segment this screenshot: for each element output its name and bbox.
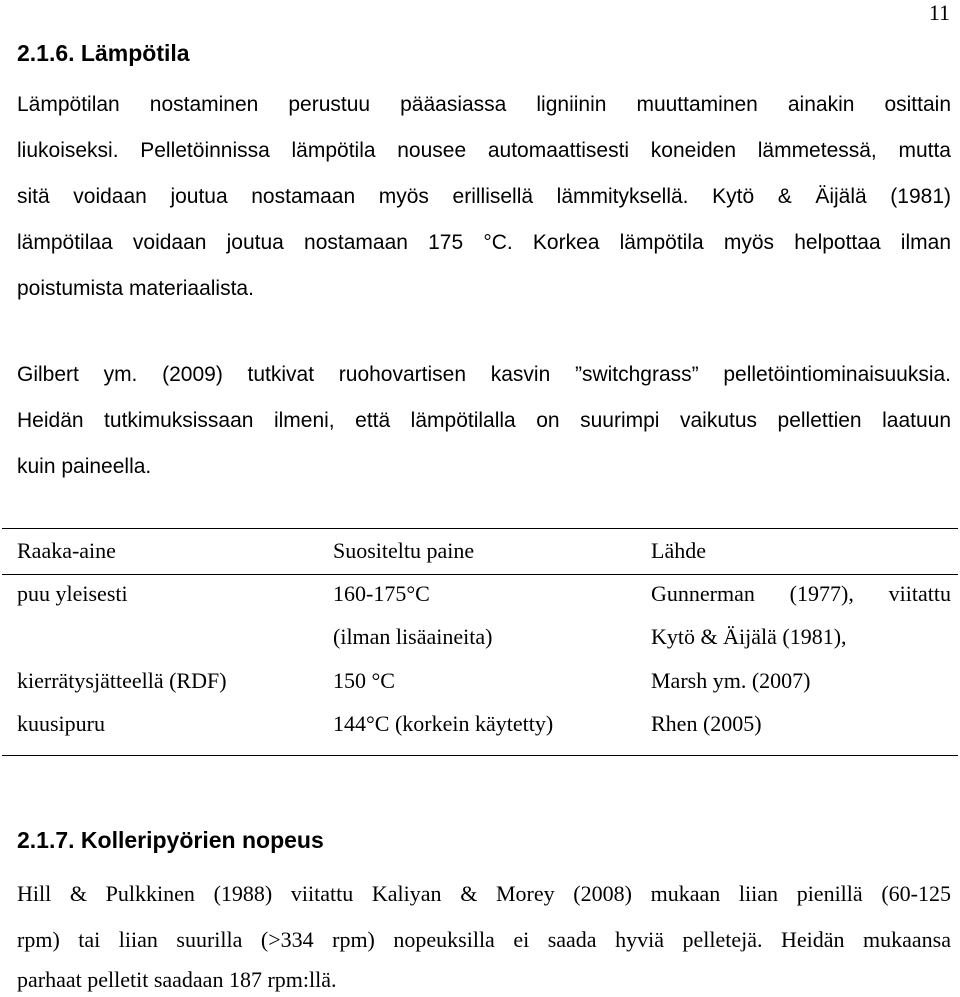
paragraph-line: lämpötilaa voidaan joutua nostamaan 175 °C. Korkea lämpötila myös helpottaa ilman [17,231,951,254]
paragraph-line: Hill & Pulkkinen (1988) viitattu Kaliyan & Morey (2008) mukaan liian pienillä (60-125 [17,881,951,906]
table-cell-pressure: (ilman lisäaineita) [333,624,493,649]
table-cell-source: Kytö & Äijälä (1981), [651,624,847,649]
table-cell-pressure: 160-175°C [333,581,430,606]
table-header-material: Raaka-aine [17,538,116,563]
paragraph-line: Gilbert ym. (2009) tutkivat ruohovartisen kasvin ”switchgrass” pelletöintiominaisuuksia. [17,363,951,386]
table-header-pressure: Suositeltu paine [333,538,475,563]
paragraph-line: Heidän tutkimuksissaan ilmeni, että lämpötilalla on suurimpi vaikutus pellettien laatuun [17,409,951,432]
paragraph-line: kuin paineella. [17,455,152,478]
table-header-rule [2,574,958,575]
table-bottom-rule [2,755,958,756]
paragraph-line: rpm) tai liian suurilla (>334 rpm) nopeuksilla ei saada hyviä pelletejä. Heidän mukaansa [17,927,951,952]
paragraph-line: liukoiseksi. Pelletöinnissa lämpötila nousee automaattisesti koneiden lämmetessä, mutta [17,139,951,162]
table-cell-source: Rhen (2005) [651,711,762,736]
table-header-source: Lähde [651,538,706,563]
section-heading-2-1-6: 2.1.6. Lämpötila [17,40,190,66]
table-cell-pressure: 150 °C [333,668,395,693]
section-heading-2-1-7: 2.1.7. Kolleripyörien nopeus [17,827,324,853]
paragraph-line: parhaat pelletit saadaan 187 rpm:llä. [17,967,337,992]
paragraph-line: poistumista materiaalista. [17,277,254,300]
table-cell-material: kuusipuru [17,711,105,736]
paragraph-line: Lämpötilan nostaminen perustuu pääasiassa ligniinin muuttaminen ainakin osittain [17,93,951,116]
paragraph-line: sitä voidaan joutua nostamaan myös erillisellä lämmityksellä. Kytö & Äijälä (1981) [17,185,951,208]
table-cell-material: puu yleisesti [17,581,128,606]
table-top-rule [2,528,958,529]
table-cell-source: Gunnerman (1977), viitattu [651,581,951,606]
table-cell-pressure: 144°C (korkein käytetty) [333,711,554,736]
table-cell-material: kierrätysjätteellä (RDF) [17,668,227,693]
page-number: 11 [928,0,950,25]
table-cell-source: Marsh ym. (2007) [651,668,811,693]
